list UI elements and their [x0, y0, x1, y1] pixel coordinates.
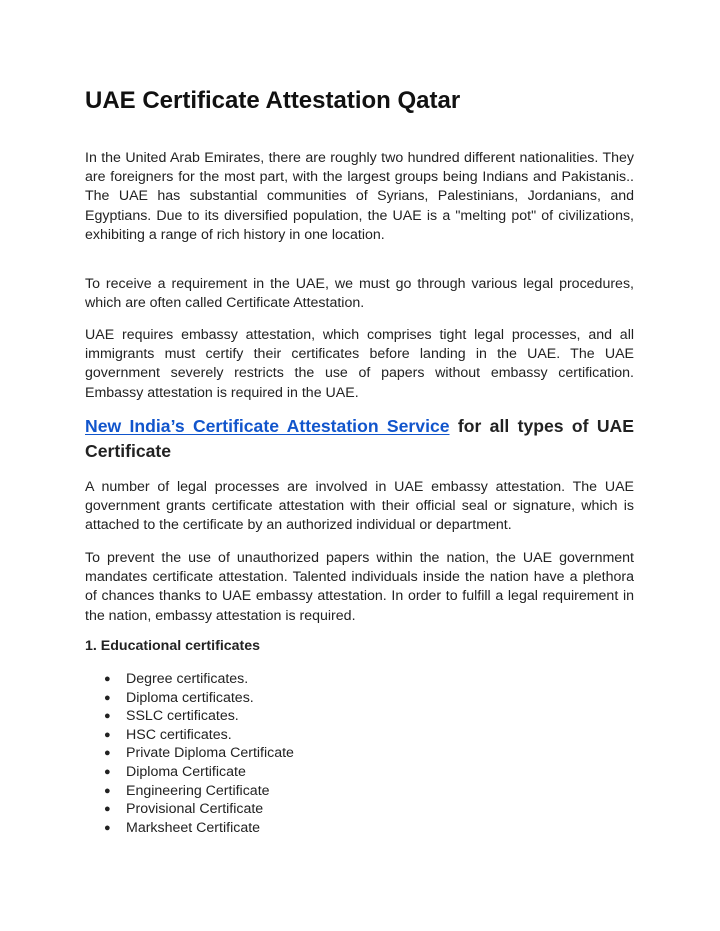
- list-heading: 1. Educational certificates: [85, 638, 261, 654]
- list-item-text: Private Diploma Certificate: [126, 745, 294, 762]
- section-heading: [85, 414, 634, 464]
- list-item-text: Marksheet Certificate: [126, 819, 261, 836]
- bullet-icon: ●: [104, 710, 111, 723]
- list-item-text: Degree certificates.: [126, 671, 249, 687]
- list-item-text: Engineering Certificate: [126, 782, 270, 799]
- list-item-text: Diploma certificates.: [126, 689, 254, 706]
- intro-paragraph: In the United Arab Emirates, there are roughly two hundred different nationalities. They are foreigners for the most part, with the largest groups being Indians and Pakistanis.. The UAE has substantial communities of Syrians, Palestinians, Jordanians, and Egyptians. Due to its diversified population, the UAE is a "melting pot" of civilizations, exhibiting a range of rich history in one location.: [85, 150, 634, 243]
- list-item-text: Diploma Certificate: [126, 763, 246, 780]
- bullet-icon: ●: [104, 821, 111, 834]
- bullet-icon: ●: [104, 765, 111, 778]
- list-item-text: Provisional Certificate: [126, 801, 264, 818]
- list-item-text: SSLC certificates.: [126, 708, 239, 725]
- service-link[interactable]: New India’s Certificate Attestation Service: [85, 416, 450, 436]
- section-heading-text: for all types of UAE Certificate: [85, 416, 634, 461]
- bullet-icon: ●: [104, 747, 111, 760]
- bullet-icon: ●: [104, 728, 111, 741]
- legal-process-paragraph: A number of legal processes are involved in UAE embassy attestation. The UAE government grants certificate attestation with their official seal or signature, which is attached to the certificate by an authorized individual or department.: [85, 479, 634, 534]
- page-title: UAE Certificate Attestation Qatar: [85, 87, 461, 114]
- bullet-icon: ●: [104, 691, 111, 704]
- list-item-text: HSC certificates.: [126, 726, 232, 743]
- embassy-attestation-paragraph: UAE requires embassy attestation, which comprises tight legal processes, and all immigrants must certify their certificates before landing in the UAE. The UAE government severely restricts the use of papers without embassy certification. Embassy attestation is required in the UAE.: [85, 327, 634, 401]
- requirement-paragraph: To receive a requirement in the UAE, we must go through various legal procedures, which are often called Certificate Attestation.: [85, 276, 634, 312]
- bullet-icon: ●: [104, 803, 111, 816]
- prevention-paragraph: To prevent the use of unauthorized papers within the nation, the UAE government mandates certificate attestation. Talented individuals inside the nation have a plethora of chances thanks to UAE embassy attestation. In order to fulfill a legal requirement in the nation, embassy attestation is required.: [85, 550, 634, 624]
- bullet-icon: ●: [104, 673, 111, 685]
- bullet-icon: ●: [104, 784, 111, 797]
